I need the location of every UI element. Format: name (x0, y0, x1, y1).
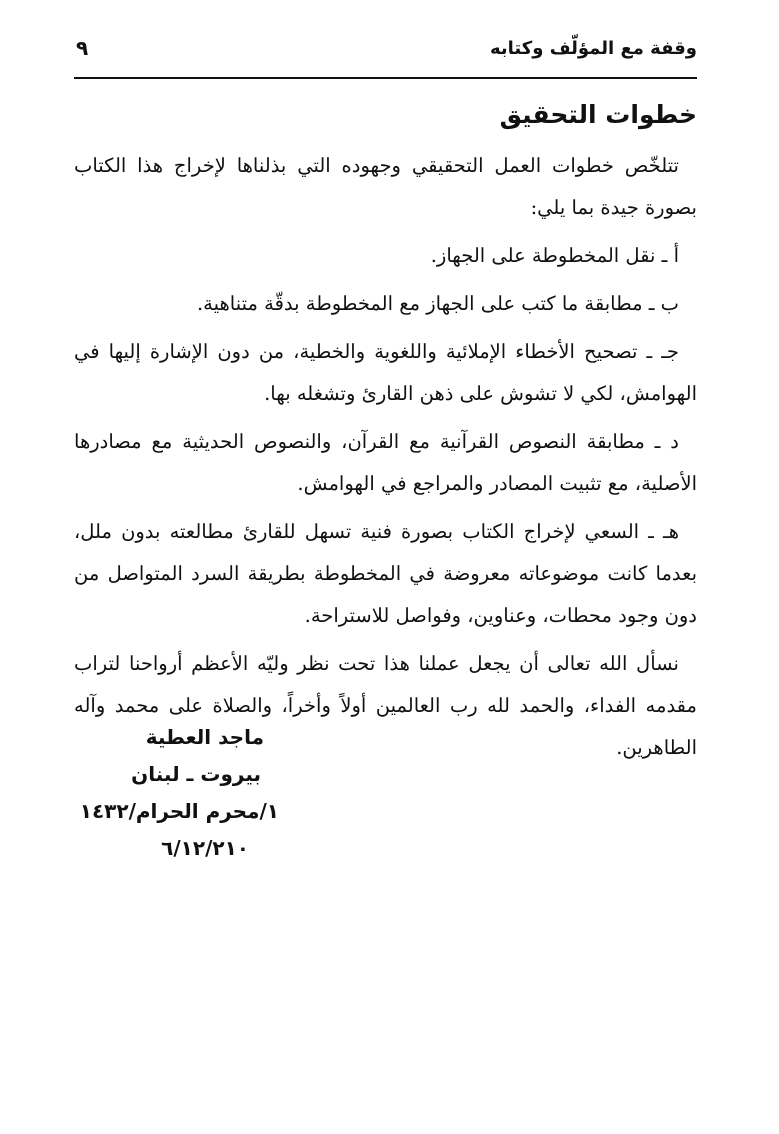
list-item: ب ـ مطابقة ما كتب على الجهاز مع المخطوطة بدقّة متناهية. (196, 292, 679, 315)
gregorian-date: ٦/١٢/٢١٠ (161, 836, 249, 860)
header-rule (74, 77, 697, 79)
hijri-date: ١/محرم الحرام/١٤٣٢ (79, 799, 279, 823)
list-item: جـ ـ تصحيح الأخطاء الإملائية واللغوية والخطية، من دون الإشارة إليها في الهوامش، لكي لا تشوش على ذهن القارئ وتشغله بها. (74, 340, 697, 405)
page-number: ٩ (76, 36, 89, 60)
author-location: بيروت ـ لبنان (131, 762, 261, 786)
author-name: ماجد العطية (145, 725, 264, 749)
list-item: د ـ مطابقة النصوص القرآنية مع القرآن، والنصوص الحديثية مع مصادرها الأصلية، مع تثبيت المصادر والمراجع في الهوامش. (74, 430, 697, 495)
intro-paragraph: تتلخّص خطوات العمل التحقيقي وجهوده التي بذلناها لإخراج هذا الكتاب بصورة جيدة بما يلي: (74, 154, 697, 219)
list-item: هـ ـ السعي لإخراج الكتاب بصورة فنية تسهل للقارئ مطالعته بدون ملل، بعدما كانت موضوعاته معروضة في المخطوطة بطريقة السرد المتواصل من دون وجود محطات، وعناوين، وفواصل للاستراحة. (74, 520, 697, 627)
closing-paragraph: نسأل الله تعالى أن يجعل عملنا هذا تحت نظر وليّه الأعظم أرواحنا لتراب مقدمه الفداء، والحمد لله رب العالمين أولاً وأخراً، والصلاة على محمد وآله الطاهرين. (74, 652, 697, 759)
list-item: أ ـ نقل المخطوطة على الجهاز. (430, 244, 679, 267)
section-body (74, 145, 697, 775)
running-head-title: وقفة مع المؤلّف وكتابه (490, 37, 697, 59)
section-heading: خطوات التحقيق (499, 100, 697, 129)
running-head (76, 30, 697, 66)
